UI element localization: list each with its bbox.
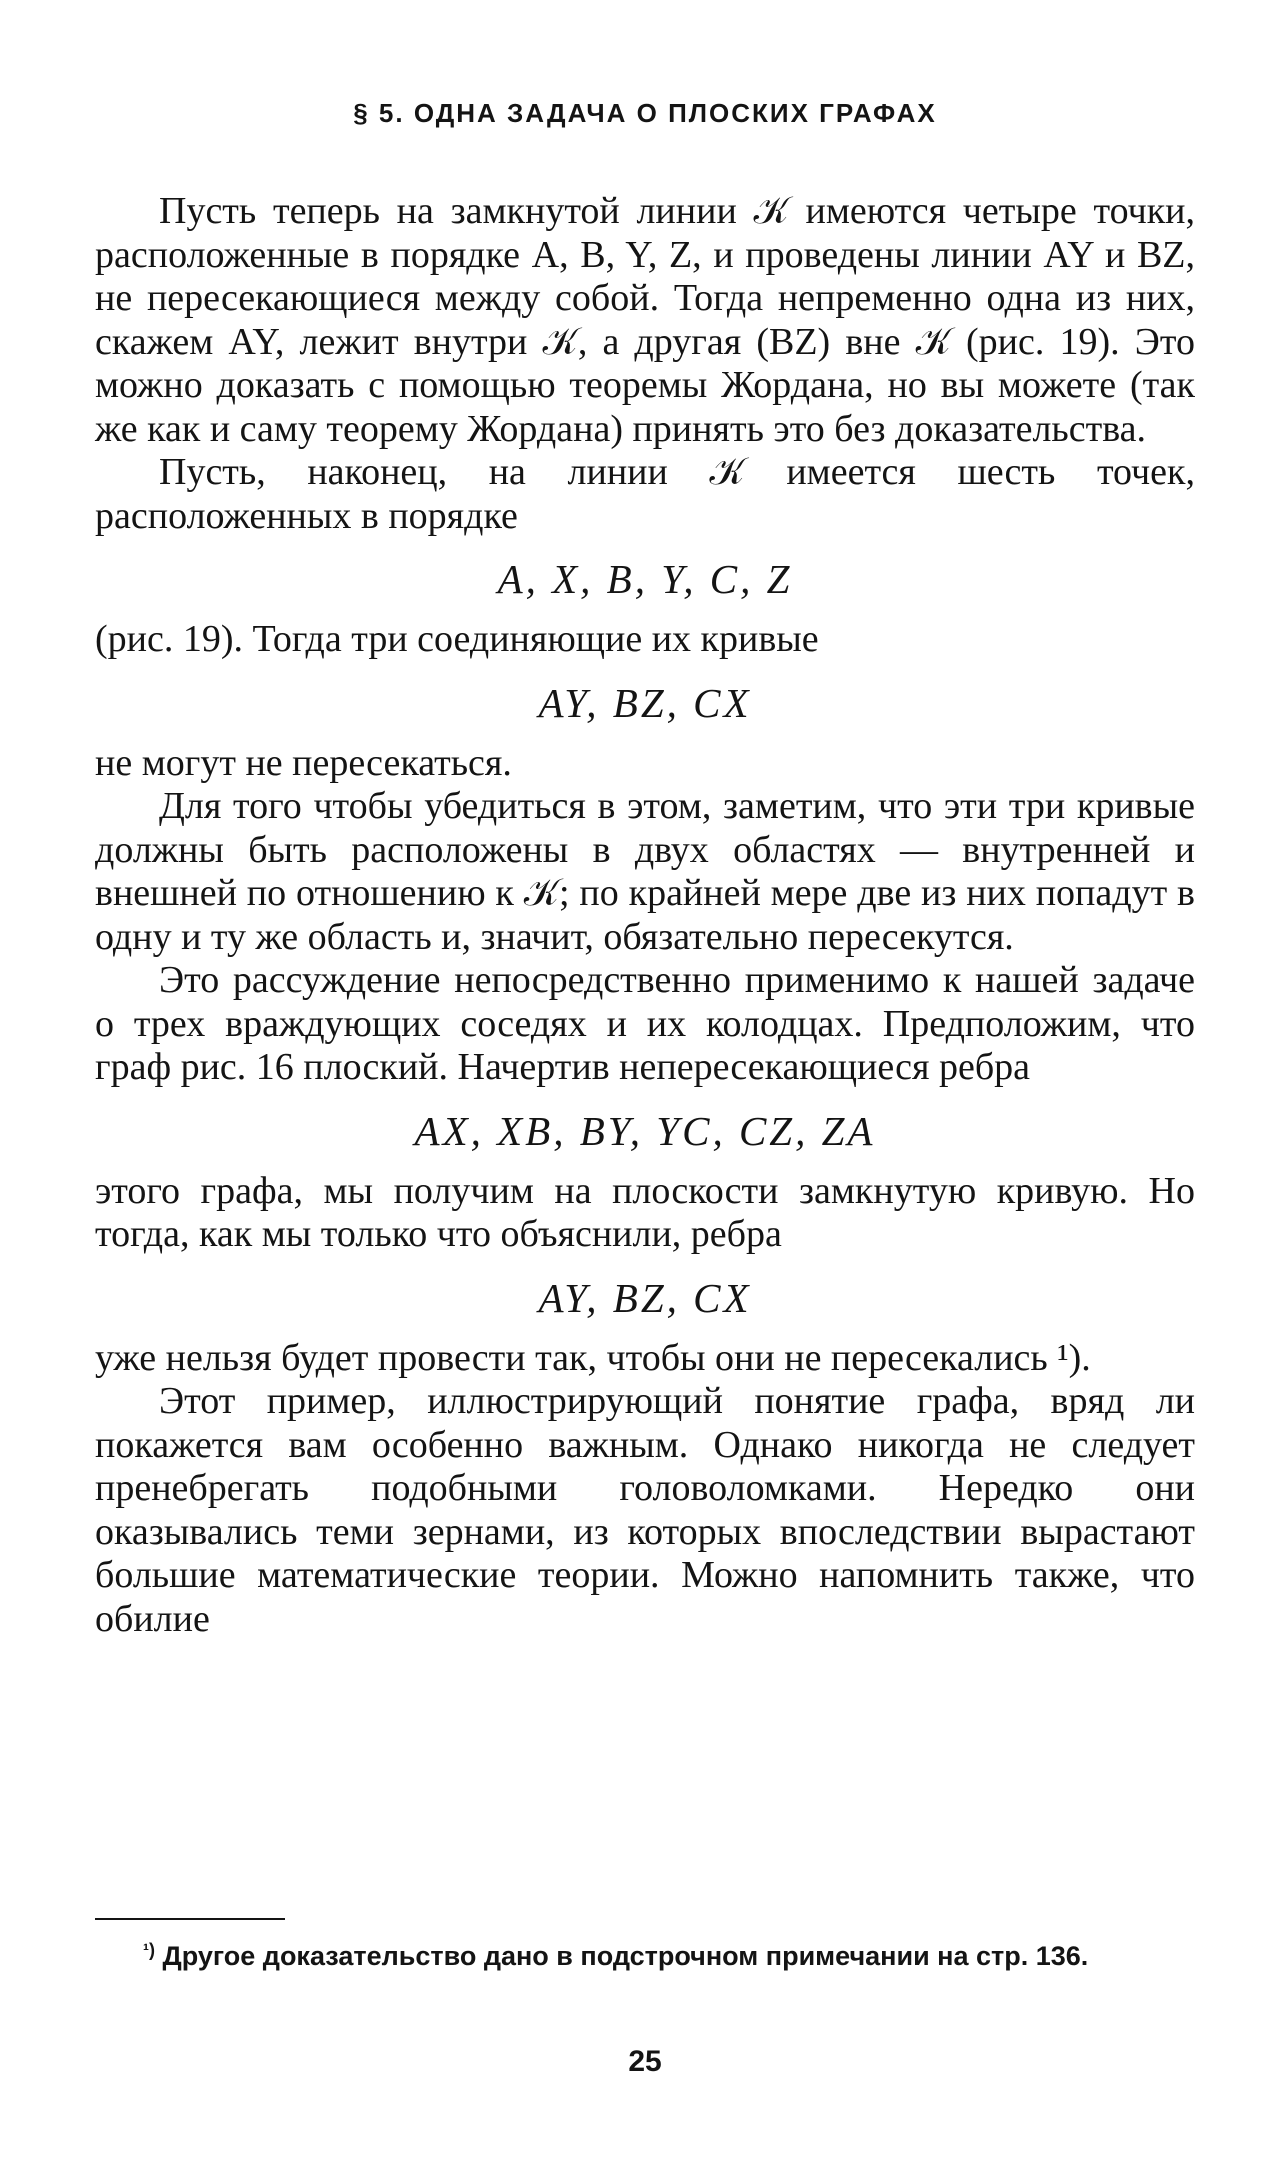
footnote-mark: ¹) [143,1940,155,1960]
formula-remaining-edges: AY, BZ, CX [538,1274,752,1321]
paragraph-six-points: Пусть, наконец, на линии 𝒦 имеется шесть точек, расположенных в порядке [95,451,1195,537]
formula-six-points: A, X, B, Y, C, Z [497,556,793,602]
page-number: 25 [628,2045,662,2078]
paragraph-three-curves: (рис. 19). Тогда три соединяющие их кривые [95,618,819,660]
paragraph-must-intersect: не могут не пересекаться. [95,741,512,784]
body-text [95,190,1195,1641]
footnote-body [95,1931,1195,1975]
paragraph-closed-curve: этого графа, мы получим на плоскости замкнутую кривую. Но тогда, как мы только что объяснили, ребра [95,1169,1195,1255]
paragraph-cannot-draw: уже нельзя будет провести так, чтобы они не пересекались ¹). [95,1336,1091,1379]
book-page [95,0,1195,2165]
footnote [95,1931,1195,1975]
formula-three-curves: AY, BZ, CX [538,679,752,726]
formula-edges: AX, XB, BY, YC, CZ, ZA [414,1107,876,1154]
footnote-rule [95,1918,285,1920]
paragraph-neighbors-wells: Это рассуждение непосредственно применимо к нашей задаче о трех враждующих соседях и их колодцах. Предположим, что граф рис. 16 плоский. Начертив непересекающиеся ребра [95,959,1195,1088]
paragraph-puzzles: Этот пример, иллюстрирующий понятие графа, вряд ли покажется вам особенно важным. Однако никогда не следует пренебрегать подобными головоломками. Нередко они оказывались теми зернами, из которых впоследствии вырастают большие математические теории. Можно напомнить также, что обилие [95,1380,1195,1640]
paragraph-jordan-four-points: Пусть теперь на замкнутой линии 𝒦 имеются четыре точки, расположенные в порядке A, B, Y, Z, и проведены линии AY и BZ, не пересекающиеся между собой. Тогда непременно одна из них, скажем AY, лежит внутри 𝒦, а другая (BZ) вне 𝒦 (рис. 19). Это можно доказать с помощью теоремы Жордана, но вы можете (так же как и саму теорему Жордана) принять это без доказательства. [95,190,1195,450]
paragraph-two-regions: Для того чтобы убедиться в этом, заметим, что эти три кривые должны быть расположены в двух областях — внутренней и внешней по отношению к 𝒦; по крайней мере две из них попадут в одну и ту же область и, значит, обязательно пересекутся. [95,785,1195,958]
footnote-text: Другое доказательство дано в подстрочном примечании на стр. 136. [162,1941,1089,1971]
running-header: § 5. ОДНА ЗАДАЧА О ПЛОСКИХ ГРАФАХ [353,98,937,128]
